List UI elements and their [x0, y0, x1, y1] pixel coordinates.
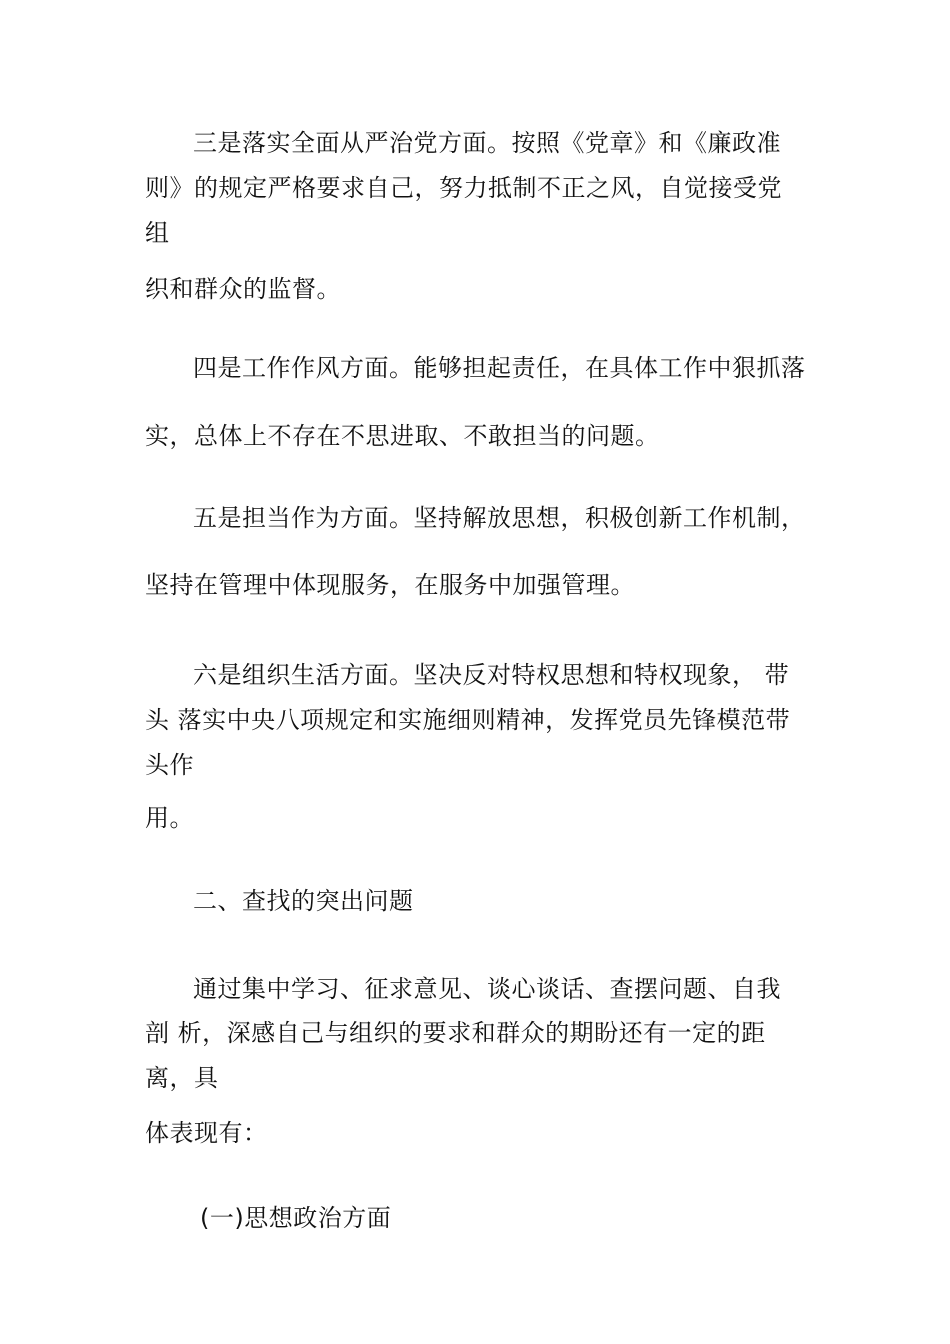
section-heading: 二、查找的突出问题	[193, 887, 414, 915]
text-line: 织和群众的监督。	[145, 275, 341, 303]
text-line: 实，总体上不存在不思进取、不敢担当的问题。	[145, 422, 660, 450]
text-line: 组	[145, 219, 170, 247]
text-line: 三是落实全面从严治党方面。按照《党章》和《廉政准	[193, 129, 781, 157]
text-line: 通过集中学习、征求意见、谈心谈话、查摆问题、自我	[193, 975, 781, 1003]
text-line: 用。	[145, 804, 194, 832]
text-line: 坚持在管理中体现服务，在服务中加强管理。	[145, 571, 635, 599]
subsection-heading: (一)思想政治方面	[200, 1204, 392, 1232]
text-line: 离，具	[145, 1064, 219, 1092]
text-line: 五是担当作为方面。坚持解放思想，积极创新工作机制，	[193, 504, 806, 532]
text-line: 体表现有：	[145, 1119, 268, 1147]
text-line: 四是工作作风方面。能够担起责任，在具体工作中狠抓落	[193, 354, 806, 382]
text-line: 剖 析，深感自己与组织的要求和群众的期盼还有一定的距	[145, 1019, 766, 1047]
text-line: 头 落实中央八项规定和实施细则精神，发挥党员先锋模范带	[145, 706, 791, 734]
text-line: 六是组织生活方面。坚决反对特权思想和特权现象， 带	[193, 661, 790, 689]
text-line: 头作	[145, 751, 194, 779]
text-line: 则》的规定严格要求自己，努力抵制不正之风，自觉接受党	[145, 174, 782, 202]
